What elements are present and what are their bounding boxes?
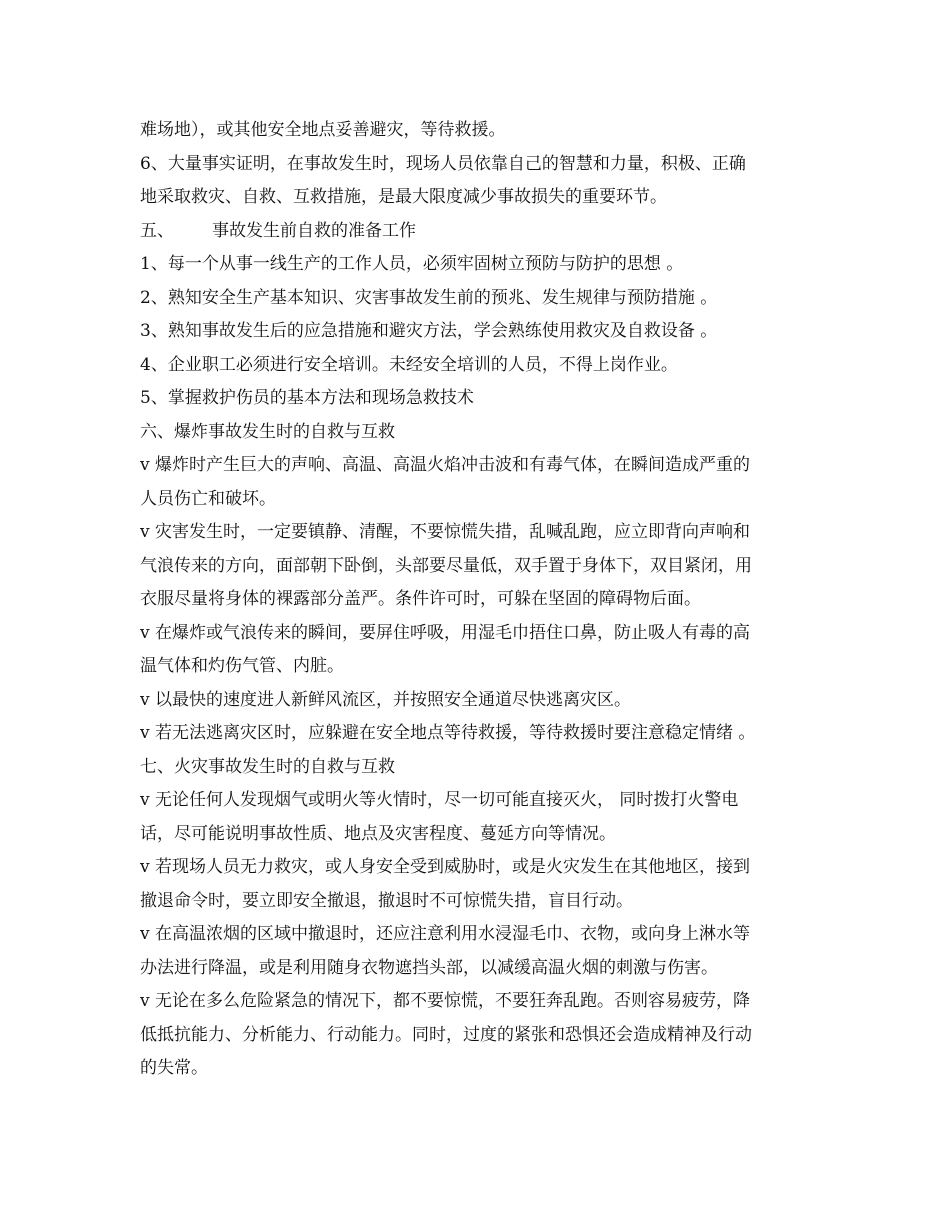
- text-line: 办法进行降温，或是利用随身衣物遮挡头部，以减缓高温火烟的刺激与伤害。: [140, 957, 718, 978]
- text-line: 2、熟知安全生产基本知识、灾害事故发生前的预兆、发生规律与预防措施 。: [140, 287, 718, 308]
- text-line: 话，尽可能说明事故性质、地点及灾害程度、蔓延方向等情况。: [140, 823, 616, 844]
- text-line: 衣服尽量将身体的裸露部分盖严。条件许可时，可躲在坚固的障碍物后面。: [140, 589, 701, 609]
- text-line: 温气体和灼伤气管、内脏。: [140, 656, 344, 676]
- section-heading-seven: 七、火灾事故发生时的自救与互救: [140, 756, 395, 777]
- text-line: v 爆炸时产生巨大的声响、高温、高温火焰冲击波和有毒气体，在瞬间造成严重的: [140, 455, 751, 475]
- section-heading-five: [140, 215, 815, 249]
- text-line: v 若无法逃离灾区时，应躲避在安全地点等待救援，等待救援时要注意稳定情绪 。: [140, 723, 756, 743]
- text-line: v 以最快的速度进人新鲜风流区，并按照安全通道尽快逃离灾区。: [140, 689, 632, 710]
- text-line: 3、熟知事故发生后的应急措施和避灾方法，学会熟练使用救灾及自救设备 。: [140, 321, 718, 341]
- section-number: 五、: [140, 220, 174, 241]
- text-line: 撤退命令时，要立即安全撤退，撤退时不可惊慌失措，盲目行动。: [140, 890, 633, 911]
- text-line: 6、大量事实证明，在事故发生时，现场人员依靠自己的智慧和力量，积极、正确: [140, 153, 746, 174]
- text-line: 低抵抗能力、分析能力、行动能力。同时，过度的紧张和恐惧还会造成精神及行动: [140, 1024, 752, 1045]
- section-heading-six: 六、爆炸事故发生时的自救与互救: [140, 421, 395, 442]
- text-line: v 灾害发生时，一定要镇静、清醒，不要惊慌失措，乱喊乱跑，应立即背向声响和: [140, 522, 751, 542]
- text-line: 1、每一个从事一线生产的工作人员，必须牢固树立预防与防护的思想 。: [140, 254, 684, 274]
- text-line: v 无论在多么危险紧急的情况下，都不要惊慌，不要狂奔乱跑。否则容易疲劳，降: [140, 991, 751, 1011]
- text-line: 人员伤亡和破坏。: [140, 488, 276, 509]
- text-line: 地采取救灾、自救、互救措施，是最大限度减少事故损失的重要环节。: [140, 187, 667, 207]
- text-line: v 若现场人员无力救灾，或人身安全受到威胁时，或是火灾发生在其他地区，接到: [140, 857, 751, 877]
- document-body: [140, 114, 815, 1086]
- text-line: v 无论任何人发现烟气或明火等火情时，尽一切可能直接灭火， 同时拨打火警电: [140, 790, 739, 810]
- text-line: 的失常。: [140, 1058, 208, 1078]
- text-line: 4、企业职工必须进行安全培训。未经安全培训的人员，不得上岗作业。: [140, 354, 678, 375]
- text-line: 5、掌握救护伤员的基本方法和现场急救技术: [140, 388, 474, 408]
- text-line: v 在高温浓烟的区域中撤退时，还应注意利用水浸湿毛巾、衣物，或向身上淋水等: [140, 924, 751, 944]
- text-line: 气浪传来的方向，面部朝下卧倒，头部要尽量低，双手置于身体下，双目紧闭，用: [140, 555, 752, 576]
- text-line: v 在爆炸或气浪传来的瞬间，要屏住呼吸，用湿毛巾捂住口鼻，防止吸人有毒的高: [140, 622, 751, 643]
- text-line: 难场地），或其他安全地点妥善避灾，等待救援。: [140, 120, 506, 140]
- section-title: 事故发生前自救的准备工作: [212, 220, 416, 241]
